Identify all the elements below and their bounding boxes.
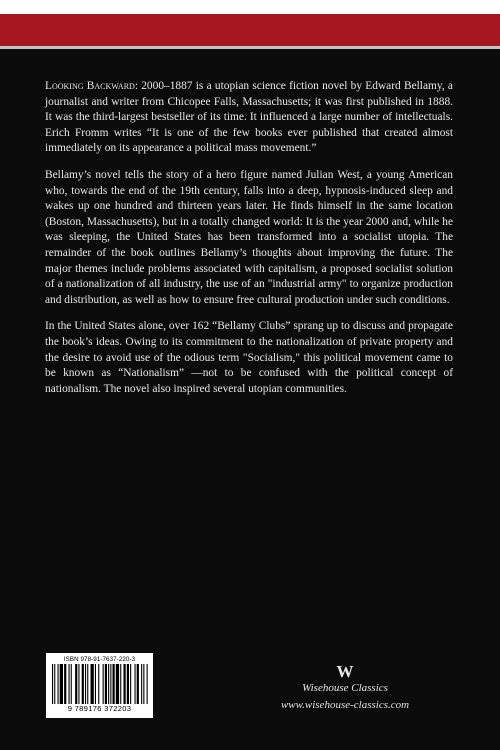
w-logo-icon [336, 662, 354, 680]
publisher-block [270, 662, 420, 711]
book-title-small-caps: Looking Backward [45, 80, 135, 92]
publisher-name: Wisehouse Classics [302, 682, 388, 694]
blurb-paragraph-1 [45, 79, 453, 157]
svg-text:W: W [336, 662, 354, 680]
publisher-url: www.wisehouse-classics.com [280, 699, 410, 711]
barcode-digits: 9 789176 372203 [67, 704, 132, 713]
top-red-band [0, 14, 500, 46]
blurb-paragraph-3: In the United States alone, over 162 “Bellamy Clubs” sprang up to discuss and propagate the book’s ideas. Owing to its commitment to the nationalization of private property and the desire to avoid use of the odious term "Socialism," this political movement came to be known as “Nationalism” —not to be confused with the political concept of nationalism. The novel also inspired several utopian communities. [45, 320, 453, 395]
blurb-paragraph-2: Bellamy’s novel tells the story of a hero figure named Julian West, a young American who, towards the end of the 19th century, falls into a deep, hypnosis-induced sleep and wakes up one hundred and thirteen years later. He finds himself in the same location (Boston, Massachusetts), but in a totally changed world: It is the year 2000 and, while he was sleeping, the United States has been transformed into a socialist utopia. The remainder of the book outlines Bellamy’s thoughts about improving the future. The major themes include problems associated with capitalism, a proposed socialist solution of a nationalization of all industry, the use of an "industrial army" to organize production and distribution, as well as how to ensure free cultural production under such conditions. [45, 168, 453, 306]
back-cover-blurb [45, 79, 453, 408]
blurb-paragraph-1-text: : 2000–1887 is a utopian science fiction novel by Edward Bellamy, a journalist and writer from Chicopee Falls, Massachusetts; it was first published in 1888. It was the third-largest bestseller of its time. It influenced a large number of intellectuals. Erich Fromm writes “It is one of the few books ever published that created almost immediately on its appearance a political mass movement.” [45, 80, 453, 155]
top-divider-line [0, 46, 500, 49]
isbn-label: ISBN 978-91-7637-220-3 [63, 656, 136, 663]
isbn-barcode [46, 653, 153, 718]
top-white-band [0, 0, 500, 14]
barcode-bars [50, 664, 149, 704]
